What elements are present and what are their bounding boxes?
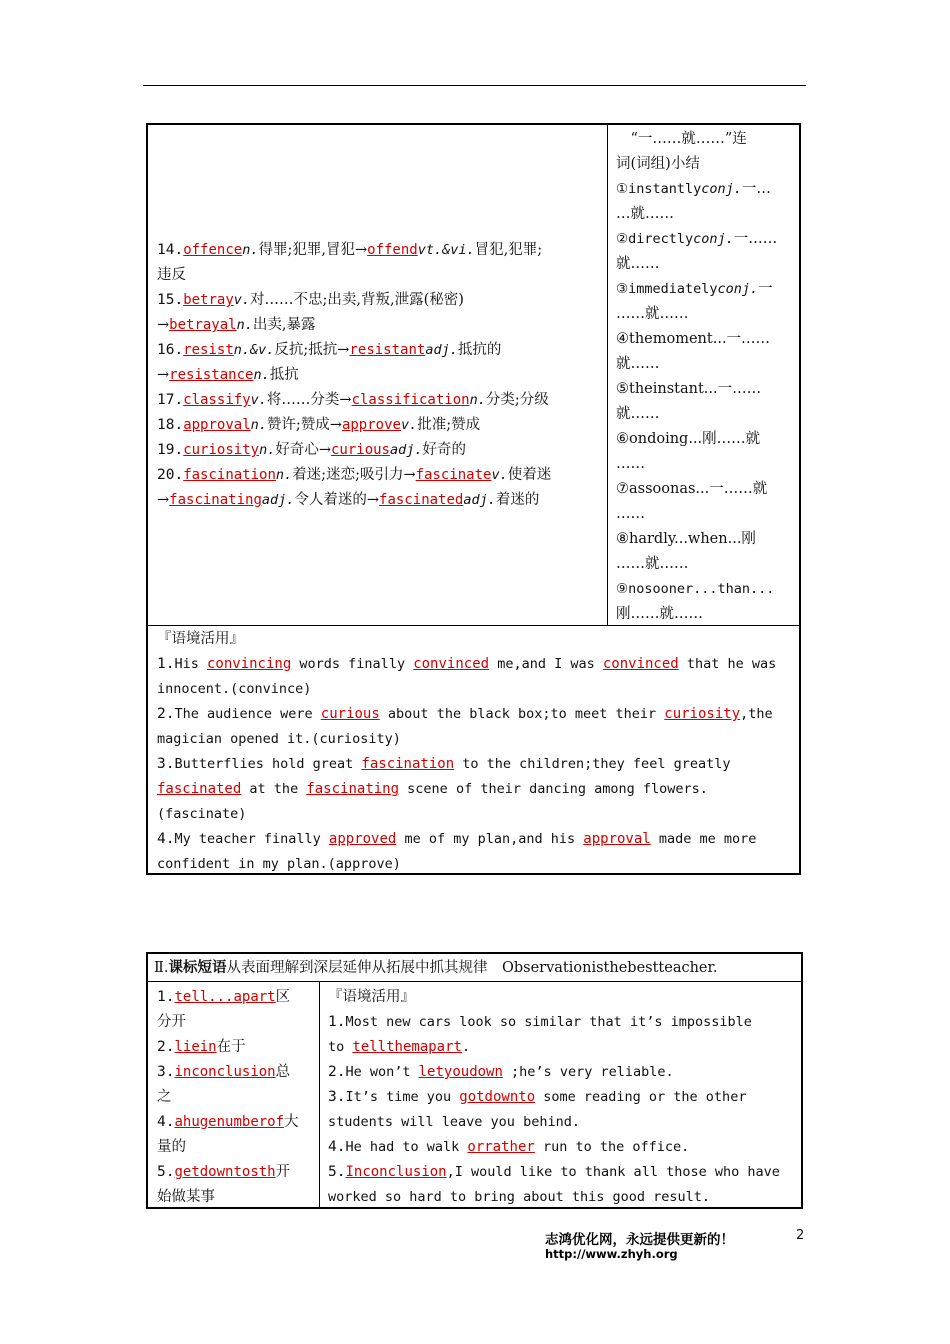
phrase-line	[157, 1010, 319, 1035]
conj-line	[616, 252, 796, 277]
text: …就……	[616, 206, 674, 222]
text: 大	[284, 1114, 299, 1130]
text: 冒犯,犯罪;	[474, 242, 543, 258]
part-of-speech: n.	[469, 392, 486, 408]
item-number: 1.	[157, 656, 175, 672]
conj-line	[616, 527, 796, 552]
text: about the black box;to meet their	[379, 706, 665, 722]
answer-text: resistance	[169, 367, 254, 383]
text: 开	[275, 1164, 291, 1180]
text: confident in my plan.(approve)	[157, 856, 401, 872]
text: ⑤theinstant...一……	[616, 381, 762, 397]
item-number: 4.	[157, 831, 175, 847]
answer-text: approval	[583, 831, 651, 847]
conj-line	[616, 602, 796, 627]
text: conj.	[693, 231, 734, 247]
part-of-speech: n.	[253, 367, 270, 383]
item-number: 17.	[157, 392, 184, 408]
answer-text: getdowntosth	[174, 1164, 276, 1180]
item-number: 1.	[157, 989, 175, 1005]
text: 量的	[157, 1139, 186, 1155]
answer-text: gotdownto	[459, 1089, 536, 1105]
sentence-line	[157, 852, 793, 877]
text: worked so hard to bring about this good result.	[328, 1189, 711, 1205]
text: It’s time you	[345, 1089, 460, 1105]
text: My teacher finally	[174, 831, 329, 847]
part-of-speech: v.	[250, 392, 267, 408]
conj-summary-cell	[608, 125, 799, 625]
item-number: 16.	[157, 342, 184, 358]
part-of-speech: n.	[275, 467, 293, 483]
text: 『语境活用』	[328, 989, 415, 1005]
text: 好奇的	[422, 442, 467, 458]
text: 之	[157, 1089, 172, 1105]
part-of-speech: v.	[491, 467, 508, 483]
text: 一	[758, 281, 773, 297]
text: Most new cars look so similar that it’s impossible	[345, 1014, 752, 1030]
sentence-line	[157, 677, 793, 702]
conj-line	[616, 552, 796, 577]
answer-text: fascinated	[157, 781, 242, 797]
phrases-table	[146, 952, 803, 1209]
phrase-line	[157, 1085, 319, 1110]
part-of-speech: v.	[233, 292, 251, 308]
example-line	[328, 1035, 801, 1060]
answer-text: tell...apart	[174, 989, 276, 1005]
part-of-speech: adj.	[261, 492, 295, 508]
sentence-line	[157, 752, 793, 777]
part-of-speech: adj.	[390, 442, 423, 458]
answer-text: liein	[174, 1039, 217, 1055]
conj-line	[616, 177, 796, 202]
text: scene of their dancing among flowers.	[399, 781, 708, 797]
context-usage-sentences	[157, 627, 793, 877]
vocab-line	[157, 338, 597, 363]
text: ③immediately	[616, 281, 718, 297]
answer-text: classify	[183, 392, 251, 408]
text: conj.	[717, 281, 759, 297]
text: 分开	[157, 1014, 186, 1030]
text: 总	[275, 1064, 291, 1080]
item-number: 18.	[157, 417, 184, 433]
text: magician opened it.(curiosity)	[157, 731, 401, 747]
vocab-cell	[148, 125, 608, 625]
text: ……就……	[616, 306, 689, 322]
answer-text: curiosity	[183, 442, 260, 458]
example-line	[328, 1010, 801, 1035]
answer-text: curious	[320, 706, 380, 722]
text: 在于	[216, 1039, 246, 1055]
answer-text: offence	[183, 242, 243, 258]
text: 就……	[616, 406, 660, 422]
item-number: 1.	[328, 1014, 346, 1030]
section-number: Ⅱ.	[154, 960, 169, 976]
phrases-heading	[148, 954, 801, 982]
answer-text: convincing	[206, 656, 292, 672]
text: 就……	[616, 356, 660, 372]
example-line	[328, 1060, 801, 1085]
conj-line	[616, 402, 796, 427]
text: .	[461, 1039, 471, 1055]
answer-text: fascinated	[379, 492, 464, 508]
phrase-list	[148, 982, 320, 1207]
part-of-speech: adj.	[463, 492, 496, 508]
item-number: 5.	[328, 1164, 346, 1180]
text: ⑨nosooner...than...	[616, 581, 775, 597]
answer-text: fascinating	[306, 781, 400, 797]
answer-text: betrayal	[169, 317, 237, 333]
text: 赞许;赞成→	[266, 417, 342, 433]
text: run to the office.	[534, 1139, 690, 1155]
text: He won’t	[345, 1064, 419, 1080]
sentence-line	[157, 777, 793, 802]
answer-text: inconclusion	[174, 1064, 276, 1080]
text: The audience were	[174, 706, 321, 722]
text: 得罪;犯罪,冒犯→	[258, 242, 368, 258]
answer-text: convinced	[413, 656, 490, 672]
text: 一……	[733, 231, 778, 247]
text: ⑦assoonas...一……就	[616, 481, 768, 497]
conj-line	[616, 352, 796, 377]
text: 抵抗的	[457, 342, 502, 358]
conj-summary-list	[616, 127, 796, 627]
part-of-speech: n.	[250, 417, 267, 433]
text: ,I would like to thank all those who have	[446, 1164, 780, 1180]
item-number: 19.	[157, 442, 184, 458]
vocab-line	[157, 288, 597, 313]
vocab-line	[157, 463, 597, 488]
text: (fascinate)	[157, 806, 247, 822]
text: He had to walk	[345, 1139, 468, 1155]
header-rule	[143, 85, 806, 86]
text: words finally	[291, 656, 414, 672]
footer-slogan: 志鸿优化网，永远提供更新的！	[545, 1232, 734, 1248]
text: ②directly	[616, 231, 694, 247]
text: 就……	[616, 256, 660, 272]
answer-text: orrather	[467, 1139, 535, 1155]
answer-text: curious	[330, 442, 390, 458]
text: 违反	[157, 267, 186, 283]
part-of-speech: adj.	[425, 342, 458, 358]
part-of-speech: n.	[242, 242, 259, 258]
text: conj.	[701, 181, 742, 197]
conj-line	[616, 277, 796, 302]
answer-text: resist	[183, 342, 234, 358]
sentence-line	[157, 652, 793, 677]
text: ⑥ondoing...刚……就	[616, 431, 761, 447]
answer-text: tellthemapart	[352, 1039, 462, 1055]
phrase-examples	[320, 982, 801, 1207]
answer-text: Inconclusion	[345, 1164, 447, 1180]
answer-text: fascinate	[415, 467, 492, 483]
answer-text: approved	[328, 831, 397, 847]
text: 好奇心→	[275, 442, 331, 458]
text: to	[328, 1039, 353, 1055]
sentence-line	[157, 827, 793, 852]
text: students will leave you behind.	[328, 1114, 580, 1130]
phrase-line	[157, 1060, 319, 1085]
text: 刚……就……	[616, 606, 703, 622]
text: 抵抗	[269, 367, 299, 383]
text: ……	[616, 506, 645, 522]
conj-line	[616, 127, 796, 152]
vocab-table	[146, 123, 801, 875]
conj-line	[616, 327, 796, 352]
phrase-line	[157, 1135, 319, 1160]
item-number: 14.	[157, 242, 184, 258]
part-of-speech: n.	[259, 442, 276, 458]
section-subtitle: 从表面理解到深层延伸从拓展中抓其规律 Observationisthebestteacher.	[226, 960, 718, 976]
phrase-line	[157, 1035, 319, 1060]
page-number: 2	[796, 1228, 805, 1243]
phrase-line	[157, 1185, 319, 1210]
text: me,and I was	[489, 656, 603, 672]
text: ①instantly	[616, 181, 702, 197]
item-number: 20.	[157, 467, 184, 483]
answer-text: classification	[351, 392, 470, 408]
example-line	[328, 1185, 801, 1210]
text: His	[174, 656, 207, 672]
vocab-line	[157, 388, 597, 413]
footer-url: http://www.zhyh.org	[545, 1247, 678, 1261]
example-line	[328, 1085, 801, 1110]
example-line	[328, 1135, 801, 1160]
conj-line	[616, 427, 796, 452]
conj-line	[616, 202, 796, 227]
conj-line	[616, 152, 796, 177]
text: Butterflies hold great	[174, 756, 362, 772]
conj-line	[616, 577, 796, 602]
text: 将……分类→	[266, 392, 352, 408]
text: →	[157, 317, 170, 333]
part-of-speech: n.	[236, 317, 253, 333]
item-number: 2.	[157, 1039, 175, 1055]
section-title: 课标短语	[168, 959, 227, 976]
answer-text: offend	[367, 242, 418, 258]
item-number: 3.	[157, 756, 175, 772]
phrase-line	[157, 1110, 319, 1135]
answer-text: convinced	[602, 656, 679, 672]
text: at the	[241, 781, 307, 797]
example-line	[328, 985, 801, 1010]
part-of-speech: vt.&vi.	[417, 242, 475, 258]
text: 分类;分级	[485, 392, 549, 408]
example-line	[328, 1160, 801, 1185]
text: 一…	[741, 181, 771, 197]
answer-text: approve	[341, 417, 401, 433]
text: innocent.(convince)	[157, 681, 312, 697]
context-usage-cell	[148, 625, 799, 873]
answer-text: resistant	[349, 342, 426, 358]
item-number: 4.	[157, 1114, 175, 1130]
answer-text: betray	[183, 292, 234, 308]
answer-text: fascinating	[169, 492, 262, 508]
item-number: 3.	[328, 1089, 346, 1105]
answer-text: approval	[183, 417, 251, 433]
text: 词(词组)小结	[616, 156, 700, 172]
text: ……就……	[616, 556, 689, 572]
conj-line	[616, 377, 796, 402]
text: 着迷的	[495, 492, 540, 508]
text: 始做某事	[157, 1189, 215, 1205]
conj-line	[616, 227, 796, 252]
sentence-line	[157, 727, 793, 752]
vocab-line	[157, 438, 597, 463]
conj-line	[616, 502, 796, 527]
sentence-line	[157, 702, 793, 727]
text: “一……就……”连	[616, 131, 747, 147]
text: 令人着迷的→	[294, 492, 380, 508]
sentence-line	[157, 802, 793, 827]
text: 批准;赞成	[417, 417, 481, 433]
text: that he was	[678, 656, 777, 672]
answer-text: ahugenumberof	[174, 1114, 285, 1130]
answer-text: curiosity	[664, 706, 741, 722]
text: 对……不忠;出卖,背叛,泄露(秘密)	[250, 292, 464, 308]
phrase-line	[157, 985, 319, 1010]
text: me of my plan,and his	[396, 831, 584, 847]
conj-line	[616, 452, 796, 477]
vocab-list	[157, 238, 597, 513]
text: →	[157, 367, 170, 383]
text: 出卖,暴露	[252, 317, 316, 333]
item-number: 15.	[157, 292, 184, 308]
answer-text: fascination	[361, 756, 455, 772]
item-number: 4.	[328, 1139, 346, 1155]
answer-text: fascination	[183, 467, 276, 483]
text: ⑧hardly...when...刚	[616, 531, 756, 547]
text: 使着迷	[507, 467, 552, 483]
vocab-line	[157, 413, 597, 438]
phrase-line	[157, 1160, 319, 1185]
text: ;he’s very reliable.	[502, 1064, 674, 1080]
vocab-line	[157, 488, 597, 513]
vocab-line	[157, 238, 597, 263]
text: →	[157, 492, 170, 508]
item-number: 5.	[157, 1164, 175, 1180]
text: 着迷;迷恋;吸引力→	[292, 467, 416, 483]
part-of-speech: v.	[400, 417, 418, 433]
context-heading: 『语境活用』	[157, 631, 244, 647]
item-number: 2.	[328, 1064, 346, 1080]
text: 区	[275, 989, 291, 1005]
text: made me more	[650, 831, 757, 847]
text: ……	[616, 456, 645, 472]
text: ,the	[740, 706, 773, 722]
text: ④themoment...一……	[616, 331, 771, 347]
answer-text: letyoudown	[418, 1064, 503, 1080]
text: to the children;they feel greatly	[454, 756, 731, 772]
vocab-line	[157, 313, 597, 338]
conj-line	[616, 302, 796, 327]
part-of-speech: n.&v.	[233, 342, 275, 358]
text: 反抗;抵抗→	[274, 342, 350, 358]
example-line	[328, 1110, 801, 1135]
vocab-line	[157, 263, 597, 288]
text: some reading or the other	[535, 1089, 747, 1105]
vocab-line	[157, 363, 597, 388]
item-number: 2.	[157, 706, 175, 722]
item-number: 3.	[157, 1064, 175, 1080]
conj-line	[616, 477, 796, 502]
